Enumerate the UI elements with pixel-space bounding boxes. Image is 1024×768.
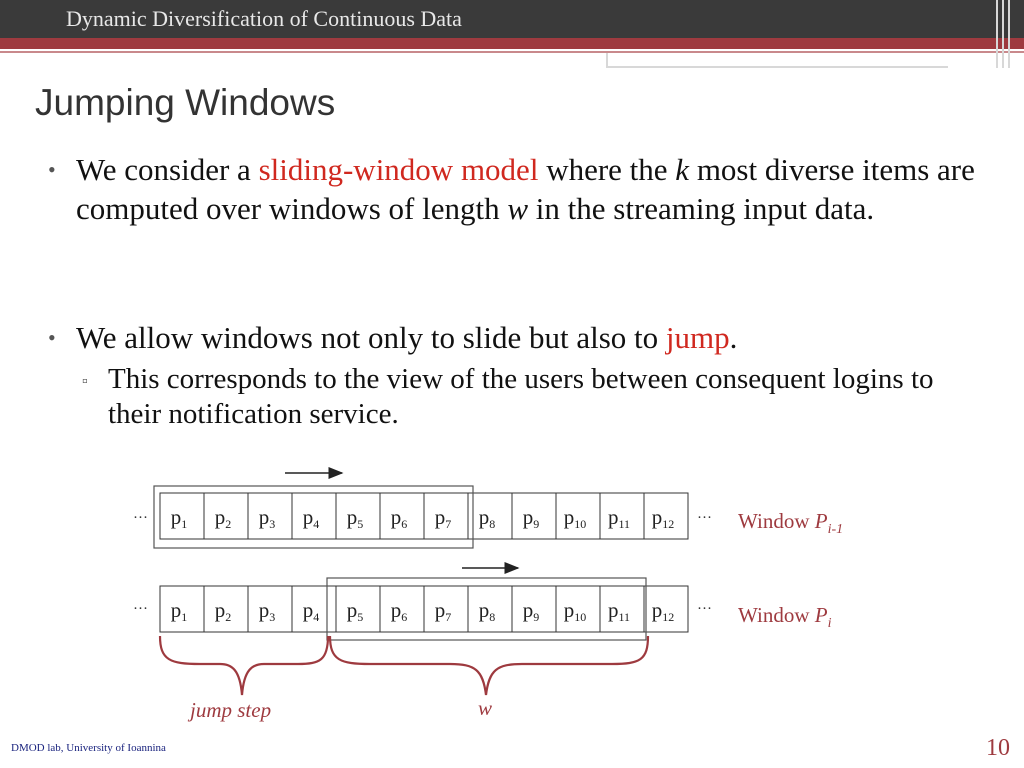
stream-cell bbox=[292, 586, 336, 632]
stream-cell bbox=[600, 586, 644, 632]
bullet-dot-icon: • bbox=[48, 157, 56, 182]
window-length-label: w bbox=[478, 696, 493, 720]
stream-cell-label: p9 bbox=[522, 598, 540, 624]
window-cur-label: Window $P_i$ bbox=[738, 603, 832, 631]
ellipsis-left: ··· bbox=[133, 601, 148, 617]
stream-cell bbox=[380, 493, 424, 539]
jump-step-brace bbox=[160, 636, 328, 695]
jump-step-label: jump step bbox=[190, 698, 272, 722]
stream-cell-label: p8 bbox=[478, 598, 496, 624]
stream-cell bbox=[204, 586, 248, 632]
stream-cell-label: p4 bbox=[302, 505, 320, 531]
stream-cell bbox=[248, 493, 292, 539]
stream-cell bbox=[512, 493, 556, 539]
stream-cell bbox=[160, 586, 204, 632]
bullet-highlight: jump bbox=[665, 320, 730, 355]
slide-title: Jumping Windows bbox=[35, 82, 336, 123]
stream-cell bbox=[248, 586, 292, 632]
bullet-text: most diverse items are computed over windows of length bbox=[76, 152, 975, 226]
stream-cell-label: p6 bbox=[390, 505, 408, 531]
stream-cell-label: p11 bbox=[607, 505, 631, 531]
ellipsis-right: ··· bbox=[697, 601, 712, 617]
stream-cell-label: p6 bbox=[390, 598, 408, 624]
stream-cell-label: p12 bbox=[651, 598, 675, 624]
stream-cell bbox=[336, 493, 380, 539]
bullet-highlight: sliding-window model bbox=[258, 152, 539, 187]
stream-cell-label: p2 bbox=[214, 598, 232, 624]
bullet-variable: w bbox=[507, 191, 529, 226]
footer-affiliation: DMOD lab, University of Ioannina bbox=[11, 742, 166, 754]
stream-cell bbox=[424, 493, 468, 539]
stream-cell-label: p5 bbox=[346, 505, 364, 531]
stream-cell bbox=[424, 586, 468, 632]
stream-cell bbox=[556, 586, 600, 632]
stream-cell-label: p9 bbox=[522, 505, 540, 531]
bullet-variable: k bbox=[675, 152, 690, 187]
bullet-text: in the streaming input data. bbox=[528, 191, 875, 226]
window-prev-label: Window $P_{i-1}$ bbox=[738, 509, 844, 537]
stream-cell bbox=[160, 493, 204, 539]
stream-cell-label: p12 bbox=[651, 505, 675, 531]
stream-cell bbox=[336, 586, 380, 632]
stream-cell-label: p3 bbox=[258, 598, 276, 624]
sub-bullet-text: This corresponds to the view of the users between consequent logins to their notification service. bbox=[108, 363, 934, 430]
stream-cell-label: p10 bbox=[563, 598, 587, 624]
stream-cell bbox=[644, 586, 688, 632]
stream-cell bbox=[600, 493, 644, 539]
window-length-brace bbox=[330, 636, 648, 695]
bullet-text: where the bbox=[538, 152, 676, 187]
stream-cell-label: p3 bbox=[258, 505, 276, 531]
square-bullet-icon: ▫ bbox=[82, 373, 88, 390]
stream-cell-label: p8 bbox=[478, 505, 496, 531]
stream-cell-label: p10 bbox=[563, 505, 587, 531]
stream-cell bbox=[204, 493, 248, 539]
stream-cell-label: p7 bbox=[434, 505, 452, 531]
stream-cell bbox=[556, 493, 600, 539]
stream-cell-label: p4 bbox=[302, 598, 320, 624]
bullet-dot-icon: • bbox=[48, 325, 56, 350]
stream-cell-label: p1 bbox=[170, 598, 188, 624]
presentation-title: Dynamic Diversification of Continuous Data bbox=[66, 6, 462, 31]
bullet-text: We consider a bbox=[76, 152, 259, 187]
stream-cell-label: p2 bbox=[214, 505, 232, 531]
page-number: 10 bbox=[986, 735, 1010, 761]
stream-cell bbox=[512, 586, 556, 632]
ellipsis-left: ··· bbox=[133, 510, 148, 526]
stream-cell-label: p7 bbox=[434, 598, 452, 624]
stream-cell bbox=[292, 493, 336, 539]
stream-cell-label: p5 bbox=[346, 598, 364, 624]
bullet-text: . bbox=[729, 320, 738, 355]
stream-cell-label: p11 bbox=[607, 598, 631, 624]
stream-cell bbox=[380, 586, 424, 632]
bullet-text: We allow windows not only to slide but also to bbox=[76, 320, 666, 355]
stream-cell bbox=[468, 493, 512, 539]
stream-cell-label: p1 bbox=[170, 505, 188, 531]
ellipsis-right: ··· bbox=[697, 510, 712, 526]
stream-cell bbox=[644, 493, 688, 539]
stream-cell bbox=[468, 586, 512, 632]
